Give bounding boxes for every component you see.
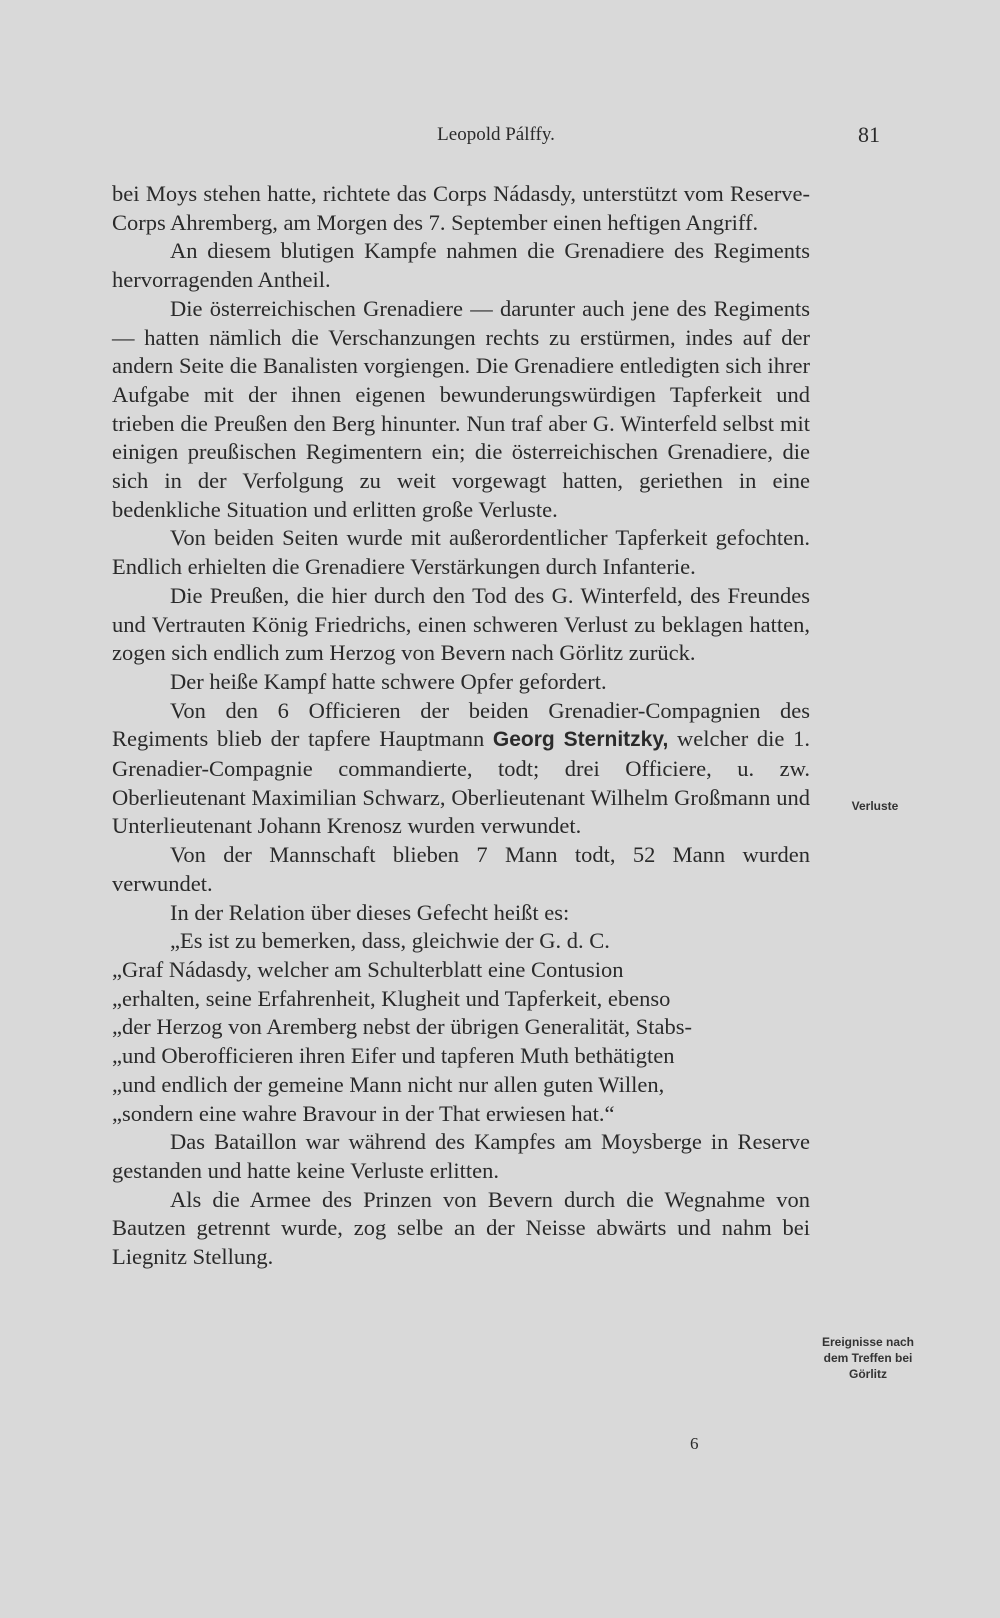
quote-line: „Graf Nádasdy, welcher am Schulterblatt eine Contusion <box>112 956 624 982</box>
quote-line: „sondern eine wahre Bravour in der That erwiesen hat.“ <box>112 1100 615 1126</box>
quote-line: „und Oberofficieren ihren Eifer und tapferen Muth bethätigten <box>112 1043 675 1069</box>
paragraph: Der heiße Kampf hatte schwere Opfer gefordert. <box>170 668 607 694</box>
paragraph: Die Preußen, die hier durch den Tod des G. Winterfeld, des Freundes und Vertrauten König Friedrichs, einen schweren Verlust zu beklagen hatten, zogen sich endlich zum Herzog von Bevern nach Görlitz zurück. <box>112 582 810 666</box>
officers-paragraph <box>112 697 810 842</box>
quote-line: „und endlich der gemeine Mann nicht nur allen guten Willen, <box>112 1071 665 1097</box>
paragraph: An diesem blutigen Kampfe nahmen die Grenadiere des Regiments hervorragenden Antheil. <box>112 238 810 293</box>
officers-text-after: welcher die 1. Grenadier-Compagnie commandierte, todt; drei Officiere, u. zw. Oberlieutenant Maximilian Schwarz, Oberlieutenant Wilhelm Großmann und Unterlieutenant Johann Krenosz wurden verwundet. <box>112 726 810 839</box>
signature-mark: 6 <box>690 1434 699 1453</box>
paragraph: Von beiden Seiten wurde mit außerordentlicher Tapferkeit gefochten. Endlich erhielten die Grenadiere Verstärkungen durch Infanterie. <box>112 525 810 580</box>
paragraph: In der Relation über dieses Gefecht heißt es: <box>170 899 570 925</box>
margin-note-ereignisse: Ereignisse nach dem Treffen bei Görlitz <box>821 1335 915 1381</box>
quote-line: „der Herzog von Aremberg nebst der übrigen Generalität, Stabs- <box>112 1014 693 1040</box>
paragraph: Die österreichischen Grenadiere — darunter auch jene des Regiments — hatten nämlich die Verschanzungen rechts zu erstürmen, indes auf der andern Seite die Banalisten vorgiengen. Die Grenadiere entledigten sich ihrer Aufgabe mit der ihnen eigenen bewunderungswürdigen Tapferkeit und trieben die Preußen den Berg hinunter. Nun traf aber G. Winterfeld selbst mit einigen preußischen Regimentern ein; die österreichischen Grenadiere, die sich in der Verfolgung zu weit vorgewagt hatten, geriethen in eine bedenkliche Situation und erlitten große Verluste. <box>112 295 810 522</box>
page-number: 81 <box>858 122 880 147</box>
running-title: Leopold Pálffy. <box>437 124 555 145</box>
officers-text-before: Von den 6 Officieren der beiden Grenadier-Compagnien des Regiments blieb der tapfere Hauptmann <box>112 697 810 752</box>
quote-line: „Es ist zu bemerken, dass, gleichwie der G. d. C. <box>170 928 610 954</box>
quote-line: „erhalten, seine Erfahrenheit, Klugheit und Tapferkeit, ebenso <box>112 985 671 1011</box>
quote-block <box>112 927 810 956</box>
paragraph: Als die Armee des Prinzen von Bevern durch die Wegnahme von Bautzen getrennt wurde, zog selbe an der Neisse abwärts und nahm bei Liegnitz Stellung. <box>112 1186 810 1270</box>
paragraph: Von der Mannschaft blieben 7 Mann todt, 52 Mann wurden verwundet. <box>112 842 810 896</box>
officer-name: Georg Sternitzky, <box>492 728 669 752</box>
page-header <box>112 124 880 154</box>
body-text <box>112 180 810 1272</box>
paragraph: bei Moys stehen hatte, richtete das Corps Nádasdy, unterstützt vom Reserve-Corps Ahremberg, am Morgen des 7. September einen heftigen Angriff. <box>112 181 810 235</box>
margin-note-verluste: Verluste <box>851 799 899 813</box>
paragraph: Das Bataillon war während des Kampfes am Moysberge in Reserve gestanden und hatte keine Verluste erlitten. <box>112 1129 810 1183</box>
